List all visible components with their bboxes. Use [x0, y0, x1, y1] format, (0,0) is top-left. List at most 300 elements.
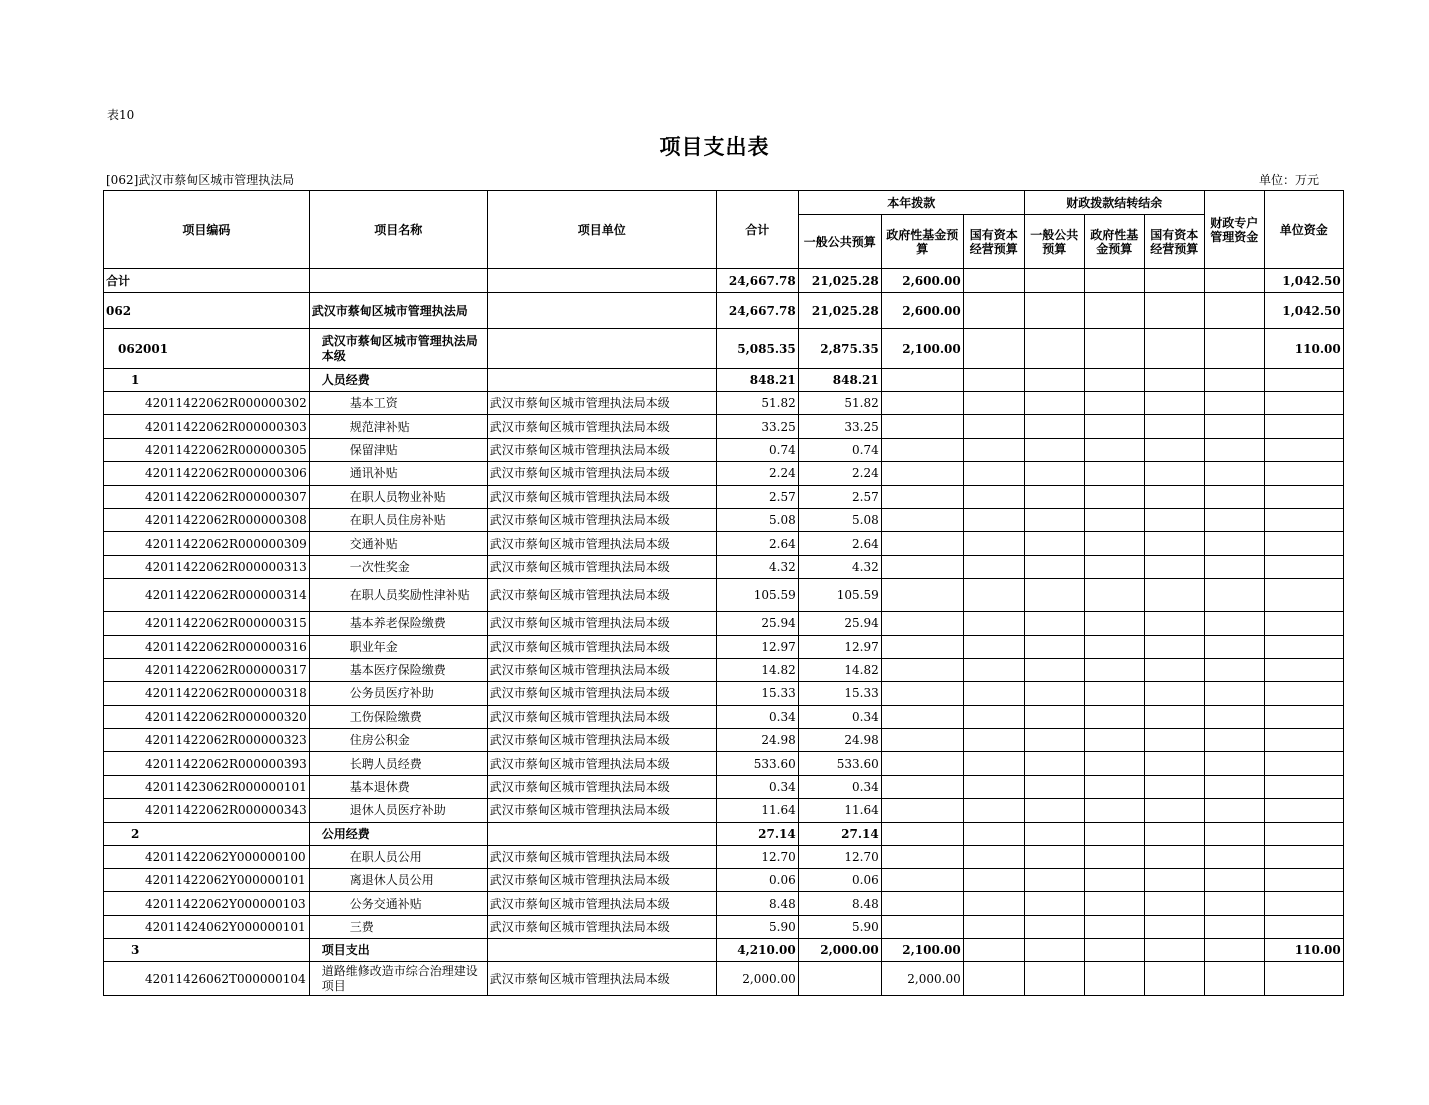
- cell-name: 武汉市蔡甸区城市管理执法局本级: [309, 329, 487, 369]
- cell-special-fund: [1204, 293, 1264, 329]
- cell-name: 保留津贴: [309, 438, 487, 461]
- cell-total: 0.06: [716, 869, 798, 892]
- cell-special-fund: [1204, 612, 1264, 635]
- cell-co-state-capital: [1144, 939, 1204, 962]
- cell-co-state-capital: [1144, 845, 1204, 868]
- cell-unit: [487, 939, 716, 962]
- cell-own-fund: [1264, 845, 1343, 868]
- cell-general: 12.70: [798, 845, 881, 868]
- cell-own-fund: [1264, 799, 1343, 822]
- cell-special-fund: [1204, 485, 1264, 508]
- cell-co-gov-fund: [1084, 658, 1144, 681]
- table-row: [104, 269, 1344, 293]
- cell-code: 42011422062R000000306: [104, 462, 310, 485]
- cell-special-fund: [1204, 939, 1264, 962]
- cell-co-gov-fund: [1084, 415, 1144, 438]
- cell-total: 2.64: [716, 532, 798, 555]
- cell-gov-fund: 2,000.00: [881, 962, 963, 996]
- cell-co-general: [1024, 962, 1084, 996]
- cell-state-capital: [963, 682, 1024, 705]
- header-special-fund: 财政专户管理资金: [1204, 191, 1264, 269]
- table-row: [104, 532, 1344, 555]
- cell-special-fund: [1204, 555, 1264, 578]
- cell-code: 062: [104, 293, 310, 329]
- cell-total: 0.34: [716, 705, 798, 728]
- cell-name: 退休人员医疗补助: [309, 799, 487, 822]
- cell-gov-fund: [881, 752, 963, 775]
- cell-own-fund: [1264, 579, 1343, 612]
- table-row: [104, 579, 1344, 612]
- cell-unit: 武汉市蔡甸区城市管理执法局本级: [487, 555, 716, 578]
- cell-own-fund: [1264, 658, 1343, 681]
- cell-gov-fund: [881, 438, 963, 461]
- cell-unit: 武汉市蔡甸区城市管理执法局本级: [487, 892, 716, 915]
- cell-general: [798, 962, 881, 996]
- cell-general: 2.57: [798, 485, 881, 508]
- cell-gov-fund: [881, 612, 963, 635]
- cell-own-fund: [1264, 508, 1343, 531]
- cell-state-capital: [963, 845, 1024, 868]
- cell-co-general: [1024, 369, 1084, 392]
- cell-gov-fund: [881, 369, 963, 392]
- cell-co-general: [1024, 729, 1084, 752]
- cell-co-gov-fund: [1084, 438, 1144, 461]
- cell-unit: 武汉市蔡甸区城市管理执法局本级: [487, 532, 716, 555]
- page-title: 项目支出表: [659, 134, 770, 159]
- cell-gov-fund: [881, 635, 963, 658]
- cell-special-fund: [1204, 705, 1264, 728]
- cell-code: 42011422062R000000316: [104, 635, 310, 658]
- cell-code: 42011422062R000000305: [104, 438, 310, 461]
- cell-code: 42011423062R000000101: [104, 775, 310, 798]
- cell-co-gov-fund: [1084, 555, 1144, 578]
- cell-co-state-capital: [1144, 822, 1204, 845]
- table-row: [104, 799, 1344, 822]
- cell-unit: 武汉市蔡甸区城市管理执法局本级: [487, 705, 716, 728]
- cell-name: 三费: [309, 915, 487, 938]
- cell-general: 0.74: [798, 438, 881, 461]
- cell-unit: 武汉市蔡甸区城市管理执法局本级: [487, 612, 716, 635]
- cell-unit: [487, 822, 716, 845]
- cell-co-state-capital: [1144, 293, 1204, 329]
- cell-gov-fund: [881, 485, 963, 508]
- cell-state-capital: [963, 555, 1024, 578]
- cell-co-gov-fund: [1084, 635, 1144, 658]
- cell-co-general: [1024, 682, 1084, 705]
- cell-co-gov-fund: [1084, 392, 1144, 415]
- cell-name: 交通补贴: [309, 532, 487, 555]
- cell-code: 3: [104, 939, 310, 962]
- cell-co-general: [1024, 939, 1084, 962]
- cell-total: 24.98: [716, 729, 798, 752]
- cell-co-general: [1024, 329, 1084, 369]
- table-row: [104, 508, 1344, 531]
- cell-state-capital: [963, 392, 1024, 415]
- cell-gov-fund: [881, 415, 963, 438]
- header-gov-fund: 政府性基金预算: [881, 215, 963, 269]
- cell-co-state-capital: [1144, 682, 1204, 705]
- cell-general: 2,875.35: [798, 329, 881, 369]
- cell-own-fund: [1264, 892, 1343, 915]
- cell-co-state-capital: [1144, 775, 1204, 798]
- cell-co-gov-fund: [1084, 293, 1144, 329]
- cell-name: 项目支出: [309, 939, 487, 962]
- cell-gov-fund: 2,600.00: [881, 293, 963, 329]
- cell-name: 规范津补贴: [309, 415, 487, 438]
- cell-co-gov-fund: [1084, 892, 1144, 915]
- cell-general: 21,025.28: [798, 269, 881, 293]
- cell-name: 人员经费: [309, 369, 487, 392]
- cell-co-state-capital: [1144, 892, 1204, 915]
- unit-label: 单位：万元: [1258, 173, 1319, 187]
- header-unit: 项目单位: [487, 191, 716, 269]
- cell-state-capital: [963, 822, 1024, 845]
- header-general: 一般公共预算: [798, 215, 881, 269]
- header-total: 合计: [716, 191, 798, 269]
- cell-gov-fund: [881, 532, 963, 555]
- cell-state-capital: [963, 892, 1024, 915]
- cell-co-state-capital: [1144, 729, 1204, 752]
- table-row: [104, 775, 1344, 798]
- cell-special-fund: [1204, 845, 1264, 868]
- cell-gov-fund: [881, 822, 963, 845]
- cell-unit: 武汉市蔡甸区城市管理执法局本级: [487, 682, 716, 705]
- cell-name: 基本工资: [309, 392, 487, 415]
- cell-name: 在职人员奖励性津补贴: [309, 579, 487, 612]
- cell-special-fund: [1204, 269, 1264, 293]
- cell-special-fund: [1204, 658, 1264, 681]
- cell-unit: [487, 369, 716, 392]
- cell-code: 42011422062Y000000100: [104, 845, 310, 868]
- cell-gov-fund: [881, 915, 963, 938]
- cell-co-gov-fund: [1084, 869, 1144, 892]
- cell-own-fund: [1264, 635, 1343, 658]
- cell-co-gov-fund: [1084, 612, 1144, 635]
- cell-special-fund: [1204, 915, 1264, 938]
- cell-co-gov-fund: [1084, 752, 1144, 775]
- cell-code: 42011422062R000000320: [104, 705, 310, 728]
- cell-unit: 武汉市蔡甸区城市管理执法局本级: [487, 962, 716, 996]
- cell-code: 42011422062Y000000103: [104, 892, 310, 915]
- cell-own-fund: [1264, 612, 1343, 635]
- cell-code: 42011422062R000000343: [104, 799, 310, 822]
- cell-own-fund: 110.00: [1264, 329, 1343, 369]
- cell-general: 25.94: [798, 612, 881, 635]
- cell-code: 062001: [104, 329, 310, 369]
- cell-gov-fund: 2,100.00: [881, 939, 963, 962]
- cell-name: 在职人员住房补贴: [309, 508, 487, 531]
- cell-state-capital: [963, 329, 1024, 369]
- cell-special-fund: [1204, 822, 1264, 845]
- cell-state-capital: [963, 799, 1024, 822]
- cell-co-general: [1024, 612, 1084, 635]
- table-row: [104, 729, 1344, 752]
- cell-total: 51.82: [716, 392, 798, 415]
- cell-special-fund: [1204, 892, 1264, 915]
- cell-own-fund: [1264, 415, 1343, 438]
- table-row: [104, 705, 1344, 728]
- cell-unit: 武汉市蔡甸区城市管理执法局本级: [487, 392, 716, 415]
- header-code: 项目编码: [104, 191, 310, 269]
- cell-own-fund: 110.00: [1264, 939, 1343, 962]
- table-row: [104, 939, 1344, 962]
- cell-general: 2,000.00: [798, 939, 881, 962]
- cell-co-general: [1024, 415, 1084, 438]
- cell-name: 住房公积金: [309, 729, 487, 752]
- cell-co-gov-fund: [1084, 729, 1144, 752]
- cell-unit: 武汉市蔡甸区城市管理执法局本级: [487, 915, 716, 938]
- cell-gov-fund: [881, 869, 963, 892]
- cell-co-state-capital: [1144, 532, 1204, 555]
- cell-name: 工伤保险缴费: [309, 705, 487, 728]
- cell-co-state-capital: [1144, 658, 1204, 681]
- cell-co-gov-fund: [1084, 845, 1144, 868]
- cell-gov-fund: 2,100.00: [881, 329, 963, 369]
- cell-state-capital: [963, 508, 1024, 531]
- cell-general: 15.33: [798, 682, 881, 705]
- cell-total: 15.33: [716, 682, 798, 705]
- cell-gov-fund: [881, 658, 963, 681]
- cell-co-general: [1024, 579, 1084, 612]
- cell-special-fund: [1204, 438, 1264, 461]
- cell-own-fund: [1264, 962, 1343, 996]
- cell-co-state-capital: [1144, 799, 1204, 822]
- cell-own-fund: [1264, 682, 1343, 705]
- cell-special-fund: [1204, 752, 1264, 775]
- cell-special-fund: [1204, 775, 1264, 798]
- cell-co-state-capital: [1144, 369, 1204, 392]
- cell-own-fund: [1264, 555, 1343, 578]
- cell-gov-fund: [881, 579, 963, 612]
- header-own-fund: 单位资金: [1264, 191, 1343, 269]
- cell-unit: 武汉市蔡甸区城市管理执法局本级: [487, 462, 716, 485]
- cell-co-general: [1024, 915, 1084, 938]
- cell-state-capital: [963, 612, 1024, 635]
- cell-unit: 武汉市蔡甸区城市管理执法局本级: [487, 775, 716, 798]
- cell-gov-fund: 2,600.00: [881, 269, 963, 293]
- cell-special-fund: [1204, 869, 1264, 892]
- cell-general: 5.90: [798, 915, 881, 938]
- cell-total: 5.90: [716, 915, 798, 938]
- cell-special-fund: [1204, 682, 1264, 705]
- cell-co-general: [1024, 799, 1084, 822]
- cell-unit: 武汉市蔡甸区城市管理执法局本级: [487, 635, 716, 658]
- cell-general: 12.97: [798, 635, 881, 658]
- cell-total: 4,210.00: [716, 939, 798, 962]
- cell-co-general: [1024, 269, 1084, 293]
- cell-co-gov-fund: [1084, 915, 1144, 938]
- cell-code: 42011422062R000000307: [104, 485, 310, 508]
- expenditure-table: [103, 190, 1344, 996]
- cell-total: 27.14: [716, 822, 798, 845]
- cell-co-state-capital: [1144, 438, 1204, 461]
- cell-own-fund: 1,042.50: [1264, 269, 1343, 293]
- organization-label: [062]武汉市蔡甸区城市管理执法局: [106, 173, 295, 187]
- cell-total: 25.94: [716, 612, 798, 635]
- cell-name: 基本医疗保险缴费: [309, 658, 487, 681]
- cell-state-capital: [963, 635, 1024, 658]
- cell-code: 42011422062R000000313: [104, 555, 310, 578]
- cell-gov-fund: [881, 508, 963, 531]
- cell-code: 42011422062R000000303: [104, 415, 310, 438]
- cell-code: 42011422062R000000308: [104, 508, 310, 531]
- cell-co-general: [1024, 532, 1084, 555]
- cell-co-general: [1024, 892, 1084, 915]
- table-row: [104, 869, 1344, 892]
- cell-name: [309, 269, 487, 293]
- cell-own-fund: [1264, 869, 1343, 892]
- table-row: [104, 635, 1344, 658]
- cell-gov-fund: [881, 462, 963, 485]
- cell-co-state-capital: [1144, 415, 1204, 438]
- cell-co-state-capital: [1144, 752, 1204, 775]
- cell-state-capital: [963, 729, 1024, 752]
- cell-state-capital: [963, 869, 1024, 892]
- cell-unit: 武汉市蔡甸区城市管理执法局本级: [487, 579, 716, 612]
- cell-own-fund: [1264, 915, 1343, 938]
- cell-special-fund: [1204, 729, 1264, 752]
- table-row: [104, 962, 1344, 996]
- cell-state-capital: [963, 369, 1024, 392]
- cell-general: 33.25: [798, 415, 881, 438]
- cell-general: 105.59: [798, 579, 881, 612]
- cell-unit: [487, 329, 716, 369]
- cell-general: 27.14: [798, 822, 881, 845]
- cell-code: 合计: [104, 269, 310, 293]
- cell-own-fund: [1264, 392, 1343, 415]
- cell-gov-fund: [881, 799, 963, 822]
- cell-general: 2.64: [798, 532, 881, 555]
- cell-total: 533.60: [716, 752, 798, 775]
- cell-code: 42011422062R000000317: [104, 658, 310, 681]
- cell-co-state-capital: [1144, 392, 1204, 415]
- cell-co-gov-fund: [1084, 508, 1144, 531]
- cell-own-fund: [1264, 729, 1343, 752]
- cell-co-general: [1024, 485, 1084, 508]
- cell-total: 2.57: [716, 485, 798, 508]
- cell-code: 42011422062R000000315: [104, 612, 310, 635]
- cell-general: 8.48: [798, 892, 881, 915]
- cell-own-fund: [1264, 532, 1343, 555]
- cell-co-general: [1024, 635, 1084, 658]
- cell-special-fund: [1204, 415, 1264, 438]
- cell-code: 42011422062R000000318: [104, 682, 310, 705]
- table-row: [104, 462, 1344, 485]
- cell-co-general: [1024, 293, 1084, 329]
- cell-total: 14.82: [716, 658, 798, 681]
- cell-co-state-capital: [1144, 269, 1204, 293]
- table-number: 表10: [107, 108, 135, 122]
- cell-general: 0.34: [798, 775, 881, 798]
- cell-total: 848.21: [716, 369, 798, 392]
- cell-code: 42011422062R000000309: [104, 532, 310, 555]
- table-row: [104, 658, 1344, 681]
- cell-unit: 武汉市蔡甸区城市管理执法局本级: [487, 658, 716, 681]
- cell-unit: [487, 269, 716, 293]
- cell-total: 8.48: [716, 892, 798, 915]
- cell-co-gov-fund: [1084, 705, 1144, 728]
- cell-code: 42011422062R000000302: [104, 392, 310, 415]
- cell-unit: 武汉市蔡甸区城市管理执法局本级: [487, 869, 716, 892]
- cell-co-state-capital: [1144, 635, 1204, 658]
- cell-state-capital: [963, 462, 1024, 485]
- cell-code: 1: [104, 369, 310, 392]
- cell-total: 24,667.78: [716, 293, 798, 329]
- cell-own-fund: 1,042.50: [1264, 293, 1343, 329]
- cell-special-fund: [1204, 462, 1264, 485]
- cell-co-general: [1024, 845, 1084, 868]
- cell-co-general: [1024, 555, 1084, 578]
- cell-co-gov-fund: [1084, 939, 1144, 962]
- cell-special-fund: [1204, 392, 1264, 415]
- cell-own-fund: [1264, 369, 1343, 392]
- cell-co-general: [1024, 392, 1084, 415]
- cell-special-fund: [1204, 329, 1264, 369]
- cell-co-state-capital: [1144, 462, 1204, 485]
- cell-state-capital: [963, 485, 1024, 508]
- cell-state-capital: [963, 532, 1024, 555]
- cell-general: 14.82: [798, 658, 881, 681]
- cell-special-fund: [1204, 635, 1264, 658]
- cell-code: 42011422062R000000393: [104, 752, 310, 775]
- cell-gov-fund: [881, 845, 963, 868]
- cell-co-gov-fund: [1084, 532, 1144, 555]
- cell-co-gov-fund: [1084, 799, 1144, 822]
- cell-name: 离退休人员公用: [309, 869, 487, 892]
- table-row: [104, 415, 1344, 438]
- cell-total: 33.25: [716, 415, 798, 438]
- cell-gov-fund: [881, 775, 963, 798]
- cell-unit: 武汉市蔡甸区城市管理执法局本级: [487, 752, 716, 775]
- cell-general: 4.32: [798, 555, 881, 578]
- cell-total: 4.32: [716, 555, 798, 578]
- cell-state-capital: [963, 293, 1024, 329]
- cell-co-state-capital: [1144, 612, 1204, 635]
- header-co-general: 一般公共预算: [1024, 215, 1084, 269]
- cell-special-fund: [1204, 962, 1264, 996]
- cell-general: 5.08: [798, 508, 881, 531]
- cell-general: 24.98: [798, 729, 881, 752]
- cell-co-gov-fund: [1084, 962, 1144, 996]
- cell-gov-fund: [881, 555, 963, 578]
- cell-co-state-capital: [1144, 555, 1204, 578]
- cell-special-fund: [1204, 532, 1264, 555]
- cell-own-fund: [1264, 775, 1343, 798]
- cell-co-gov-fund: [1084, 775, 1144, 798]
- cell-co-state-capital: [1144, 915, 1204, 938]
- cell-code: 2: [104, 822, 310, 845]
- cell-unit: 武汉市蔡甸区城市管理执法局本级: [487, 485, 716, 508]
- cell-name: 公务员医疗补助: [309, 682, 487, 705]
- cell-special-fund: [1204, 369, 1264, 392]
- cell-own-fund: [1264, 705, 1343, 728]
- cell-unit: 武汉市蔡甸区城市管理执法局本级: [487, 438, 716, 461]
- cell-co-state-capital: [1144, 579, 1204, 612]
- cell-co-gov-fund: [1084, 369, 1144, 392]
- cell-general: 51.82: [798, 392, 881, 415]
- cell-co-general: [1024, 869, 1084, 892]
- cell-state-capital: [963, 939, 1024, 962]
- cell-total: 12.97: [716, 635, 798, 658]
- cell-co-general: [1024, 658, 1084, 681]
- cell-general: 0.06: [798, 869, 881, 892]
- header-name: 项目名称: [309, 191, 487, 269]
- cell-own-fund: [1264, 822, 1343, 845]
- cell-own-fund: [1264, 462, 1343, 485]
- cell-state-capital: [963, 438, 1024, 461]
- cell-unit: 武汉市蔡甸区城市管理执法局本级: [487, 799, 716, 822]
- cell-general: 0.34: [798, 705, 881, 728]
